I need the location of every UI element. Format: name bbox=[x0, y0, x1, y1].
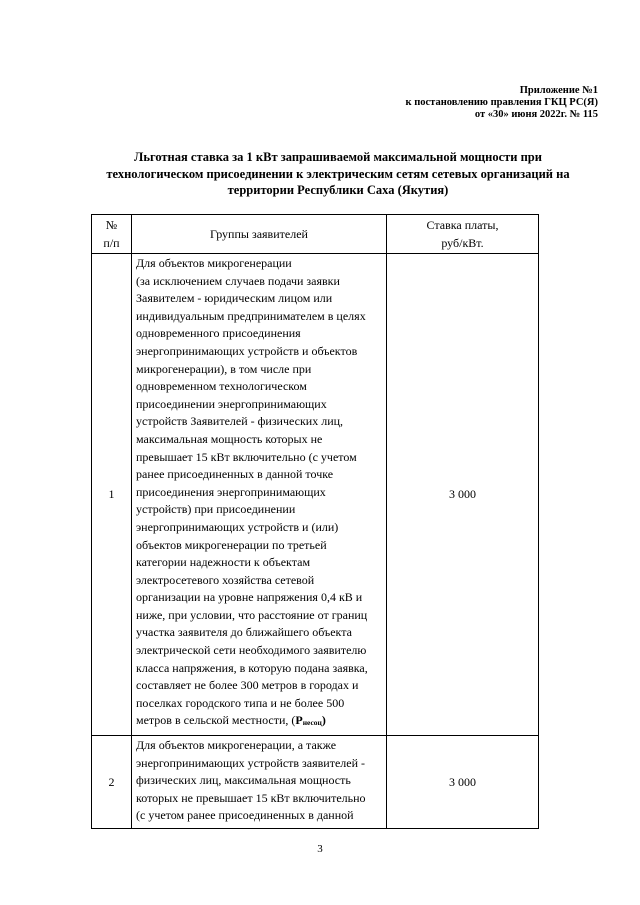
row-description-lines bbox=[136, 255, 383, 712]
row-description bbox=[132, 736, 387, 829]
description-line: превышает 15 кВт включительно (с учетом bbox=[136, 449, 357, 464]
table-row bbox=[92, 254, 539, 736]
power-symbol: Р bbox=[295, 713, 303, 728]
rates-table bbox=[91, 214, 539, 829]
description-line: присоединения энергопринимающих bbox=[136, 484, 326, 499]
description-line: максимальная мощность которых не bbox=[136, 431, 323, 446]
description-line: класса напряжения, в которую подана заявка, bbox=[136, 660, 368, 675]
header-number bbox=[92, 215, 132, 254]
header-number-line-1: № bbox=[105, 218, 118, 232]
row-description bbox=[132, 254, 387, 736]
row-number: 1 bbox=[92, 254, 132, 736]
description-line: ниже, при условии, что расстояние от границ bbox=[136, 607, 368, 622]
header-rate-line-2: руб/кВт. bbox=[441, 236, 484, 250]
header-number-line-2: п/п bbox=[103, 236, 120, 250]
row-number: 2 bbox=[92, 736, 132, 829]
last-line-text: метров в сельской местности, ( bbox=[136, 713, 296, 728]
description-line: ранее присоединенных в данной точке bbox=[136, 467, 334, 482]
description-line: микрогенерации), в том числе при bbox=[136, 361, 312, 376]
row-rate: 3 000 bbox=[387, 736, 539, 829]
title-line-1: Льготная ставка за 1 кВт запрашиваемой максимальной мощности при bbox=[134, 150, 542, 164]
description-line: устройств Заявителей - физических лиц, bbox=[136, 414, 344, 429]
description-line: физических лиц, максимальная мощность bbox=[136, 773, 351, 788]
description-line: (с учетом ранее присоединенных в данной bbox=[136, 808, 354, 823]
description-line: присоединении энергопринимающих bbox=[136, 396, 327, 411]
row-description-last-line bbox=[136, 712, 383, 732]
table-row bbox=[92, 736, 539, 829]
title-line-2: технологическом присоединении к электрическим сетям сетевых организаций на bbox=[106, 166, 570, 181]
power-subscript: несоц bbox=[302, 718, 322, 728]
description-line: электросетевого хозяйства сетевой bbox=[136, 572, 315, 587]
description-line: (за исключением случаев подачи заявки bbox=[136, 273, 340, 288]
header-rate-line-1: Ставка платы, bbox=[426, 218, 499, 232]
description-line: Для объектов микрогенерации bbox=[136, 256, 292, 270]
document-title bbox=[88, 149, 588, 199]
header-groups: Группы заявителей bbox=[132, 215, 387, 254]
description-line: организации на уровне напряжения 0,4 кВ и bbox=[136, 590, 363, 605]
description-line: Заявителем - юридическим лицом или bbox=[136, 291, 333, 306]
table-header-row bbox=[92, 215, 539, 254]
description-line: одновременном технологическом bbox=[136, 379, 307, 394]
appendix-line-2: к постановлению правления ГКЦ РС(Я) bbox=[405, 97, 598, 108]
description-line: энергопринимающих устройств заявителей - bbox=[136, 755, 366, 770]
description-line: индивидуальным предпринимателем в целях bbox=[136, 308, 366, 323]
description-line: энергопринимающих устройств и объектов bbox=[136, 343, 358, 358]
description-line: составляет не более 300 метров в городах и bbox=[136, 678, 359, 693]
description-line: объектов микрогенерации по третьей bbox=[136, 537, 327, 552]
header-rate bbox=[387, 215, 539, 254]
description-line: устройств) при присоединении bbox=[136, 502, 296, 517]
description-line: поселках городского типа и не более 500 bbox=[136, 695, 345, 710]
title-line-3: территории Республики Саха (Якутия) bbox=[227, 183, 449, 197]
description-line: одновременного присоединения bbox=[136, 326, 301, 341]
page-number: 3 bbox=[317, 843, 323, 855]
description-line: категории надежности к объектам bbox=[136, 555, 311, 570]
appendix-line-1: Приложение №1 bbox=[519, 85, 598, 96]
description-line: которых не превышает 15 кВт включительно bbox=[136, 790, 366, 805]
description-line: Для объектов микрогенерации, а также bbox=[136, 738, 337, 753]
appendix-reference bbox=[406, 85, 598, 121]
description-line: участка заявителя до ближайшего объекта bbox=[136, 625, 352, 640]
row-description-lines bbox=[136, 737, 383, 825]
row-rate: 3 000 bbox=[387, 254, 539, 736]
description-line: энергопринимающих устройств и (или) bbox=[136, 519, 339, 534]
last-line-end: ) bbox=[321, 713, 326, 728]
appendix-line-3: от «30» июня 2022г. № 115 bbox=[474, 109, 598, 120]
description-line: электрической сети необходимого заявителю bbox=[136, 643, 367, 658]
